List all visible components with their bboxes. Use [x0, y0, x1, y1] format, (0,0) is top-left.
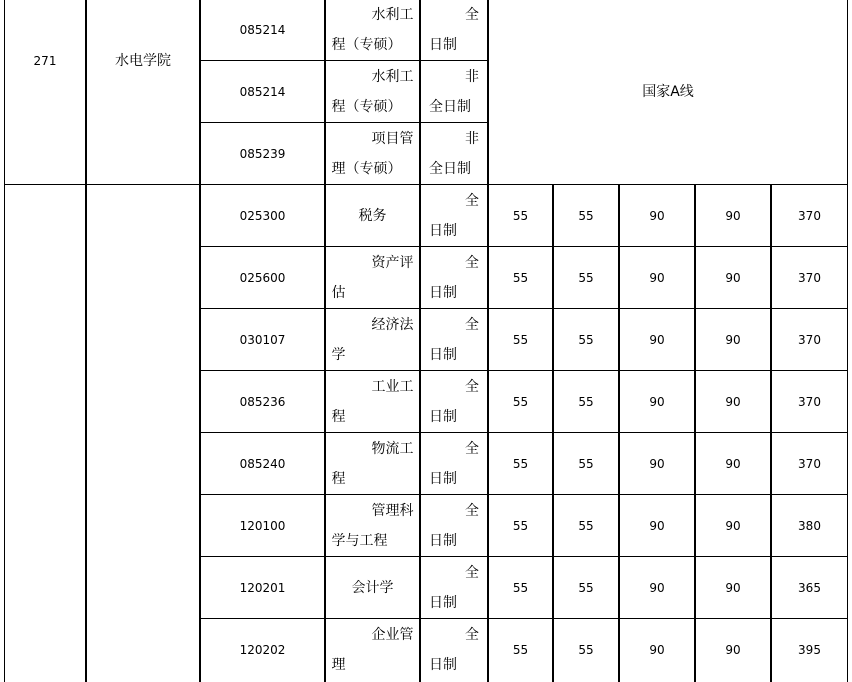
subject2-score-cell [696, 557, 770, 618]
major-cell [326, 61, 419, 122]
subject2-score-cell [696, 433, 770, 494]
seq-cell [5, 0, 85, 122]
study-mode-cell [421, 433, 487, 494]
subject2-score-cell [696, 185, 770, 246]
study-mode-line2: 日制 [429, 37, 457, 53]
major-name-line1: 项目管 [371, 130, 414, 147]
politics-score: 55 [512, 394, 529, 409]
subject1-score-cell [620, 371, 694, 432]
major-name-line1: 会计学 [351, 579, 394, 596]
major-name-cell [326, 185, 419, 246]
major-name-line2: 理（专硕） [331, 160, 402, 177]
subject2-score: 90 [725, 518, 741, 533]
college-name: 水电学院 [115, 53, 171, 69]
major-code: 120100 [239, 518, 286, 533]
foreign-language-score-cell [554, 247, 618, 308]
total-score-cell [772, 433, 847, 494]
foreign-language-score-cell [554, 557, 618, 618]
subject1-score-cell [620, 247, 694, 308]
politics-score-cell [489, 619, 552, 680]
subject1-score-cell [620, 309, 694, 370]
foreign-language-score: 55 [578, 580, 594, 595]
total-score-cell [772, 309, 847, 370]
major-name-line1: 水利工 [371, 68, 414, 85]
subject2-score-cell [696, 371, 770, 432]
subject2-score-cell [696, 495, 770, 556]
subject2-score: 90 [725, 580, 741, 595]
study-mode-line1: 全 [465, 502, 479, 519]
subject1-score-cell [620, 495, 694, 556]
politics-score: 55 [512, 208, 529, 223]
major-code-cell [201, 495, 324, 556]
study-mode-cell [421, 619, 487, 680]
subject1-score-cell [620, 433, 694, 494]
major-name-cell [326, 619, 419, 680]
major-name-cell [326, 247, 419, 308]
major-code-cell [201, 247, 324, 308]
subject1-score: 90 [649, 332, 665, 347]
study-mode-cell [421, 0, 487, 60]
total-score: 370 [798, 456, 821, 471]
total-score-cell [772, 371, 847, 432]
major-name-line2: 学 [331, 346, 346, 363]
major-name-line2: 程（专硕） [331, 98, 402, 115]
major-code: 085240 [239, 456, 286, 471]
major-code-cell [201, 185, 324, 246]
table-border-right [847, 0, 848, 682]
subject1-score: 90 [649, 518, 665, 533]
major-code: 085214 [239, 23, 286, 37]
study-mode-cell [421, 495, 487, 556]
subject1-score-cell [620, 185, 694, 246]
major-code: 120202 [239, 642, 286, 657]
study-mode-line1: 全 [465, 564, 479, 581]
foreign-language-score-cell [554, 433, 618, 494]
major-code: 025600 [239, 270, 286, 285]
study-mode-cell [421, 61, 487, 122]
major-name-cell [326, 495, 419, 556]
subject1-score-cell [620, 619, 694, 680]
major-code: 085239 [239, 146, 286, 161]
major-name-line2: 程 [331, 470, 346, 487]
college-cell [87, 0, 199, 122]
major-code: 085236 [239, 394, 286, 409]
major-name-cell [326, 557, 419, 618]
politics-score-cell [489, 247, 552, 308]
foreign-language-score: 55 [578, 208, 594, 223]
major-code: 025300 [239, 208, 286, 223]
study-mode-line2: 全日制 [429, 98, 471, 115]
total-score: 395 [798, 642, 821, 657]
major-name-line2: 程（专硕） [331, 37, 402, 53]
code-cell [201, 61, 324, 122]
subject2-score: 90 [725, 394, 741, 409]
politics-score-cell [489, 433, 552, 494]
total-score-cell [772, 619, 847, 680]
politics-score: 55 [512, 580, 529, 595]
seq-number: 271 [33, 54, 57, 68]
politics-score-cell [489, 309, 552, 370]
study-mode-line2: 日制 [429, 408, 457, 425]
total-score: 370 [798, 208, 821, 223]
study-mode-cell [421, 185, 487, 246]
study-mode-cell [421, 247, 487, 308]
study-mode-cell [421, 123, 487, 184]
major-code-cell [201, 371, 324, 432]
subject1-score: 90 [649, 394, 665, 409]
code-cell [201, 123, 324, 184]
major-name-line1: 物流工 [371, 440, 414, 457]
foreign-language-score-cell [554, 495, 618, 556]
major-name-line1: 经济法 [371, 316, 414, 333]
major-name-line2: 程 [331, 408, 346, 425]
major-name-cell [326, 433, 419, 494]
major-name-line1: 税务 [358, 207, 387, 224]
foreign-language-score: 55 [578, 518, 594, 533]
major-code: 120201 [239, 580, 286, 595]
politics-score: 55 [512, 456, 529, 471]
study-mode-line2: 日制 [429, 470, 457, 487]
total-score-cell [772, 185, 847, 246]
subject2-score-cell [696, 309, 770, 370]
study-mode-line1: 全 [465, 254, 479, 271]
subject2-score: 90 [725, 456, 741, 471]
major-code-cell [201, 557, 324, 618]
foreign-language-score: 55 [578, 394, 594, 409]
subject2-score-cell [696, 247, 770, 308]
total-score: 365 [798, 580, 821, 595]
study-mode-line1: 非 [465, 68, 479, 85]
study-mode-line1: 全 [465, 440, 479, 457]
subject1-score: 90 [649, 642, 665, 657]
foreign-language-score-cell [554, 185, 618, 246]
subject1-score-cell [620, 557, 694, 618]
study-mode-line1: 全 [465, 626, 479, 643]
major-code-cell [201, 619, 324, 680]
major-name-line1: 工业工 [371, 378, 414, 395]
politics-score: 55 [512, 332, 529, 347]
foreign-language-score-cell [554, 371, 618, 432]
major-name-cell [326, 309, 419, 370]
politics-score-cell [489, 185, 552, 246]
politics-score: 55 [512, 642, 529, 657]
major-name-line2: 学与工程 [331, 532, 388, 549]
subject1-score: 90 [649, 456, 665, 471]
subject1-score: 90 [649, 580, 665, 595]
major-code: 085214 [239, 84, 286, 99]
politics-score: 55 [512, 270, 529, 285]
study-mode-line2: 日制 [429, 532, 457, 549]
score-line-cell [489, 0, 847, 184]
subject2-score: 90 [725, 208, 741, 223]
subject1-score: 90 [649, 208, 665, 223]
major-cell [326, 0, 419, 60]
total-score-cell [772, 247, 847, 308]
foreign-language-score: 55 [578, 456, 594, 471]
foreign-language-score: 55 [578, 642, 594, 657]
total-score: 370 [798, 270, 821, 285]
major-name-line2: 估 [331, 284, 346, 301]
study-mode-line1: 全 [465, 7, 479, 23]
total-score: 380 [798, 518, 821, 533]
study-mode-line1: 全 [465, 378, 479, 395]
foreign-language-score: 55 [578, 270, 594, 285]
study-mode-line1: 非 [465, 130, 479, 147]
foreign-language-score-cell [554, 619, 618, 680]
score-line-label: 国家A线 [642, 84, 694, 100]
major-name-line1: 管理科 [371, 502, 414, 519]
politics-score-cell [489, 557, 552, 618]
politics-score: 55 [512, 518, 529, 533]
total-score: 370 [798, 332, 821, 347]
study-mode-line1: 全 [465, 316, 479, 333]
study-mode-line2: 日制 [429, 656, 457, 673]
foreign-language-score: 55 [578, 332, 594, 347]
major-code: 030107 [239, 332, 286, 347]
major-name-line1: 资产评 [371, 254, 414, 271]
study-mode-line2: 日制 [429, 594, 457, 611]
major-name-line1: 水利工 [371, 7, 414, 23]
study-mode-line2: 日制 [429, 222, 457, 239]
study-mode-cell [421, 371, 487, 432]
study-mode-line2: 日制 [429, 346, 457, 363]
total-score-cell [772, 557, 847, 618]
politics-score-cell [489, 371, 552, 432]
subject2-score: 90 [725, 642, 741, 657]
major-code-cell [201, 433, 324, 494]
foreign-language-score-cell [554, 309, 618, 370]
major-name-line1: 企业管 [371, 626, 414, 643]
study-mode-line2: 全日制 [429, 160, 471, 177]
subject2-score: 90 [725, 270, 741, 285]
politics-score-cell [489, 495, 552, 556]
study-mode-line2: 日制 [429, 284, 457, 301]
total-score-cell [772, 495, 847, 556]
study-mode-line1: 全 [465, 192, 479, 209]
major-cell [326, 123, 419, 184]
code-cell [201, 0, 324, 60]
major-name-line2: 理 [331, 656, 346, 673]
major-code-cell [201, 309, 324, 370]
subject1-score: 90 [649, 270, 665, 285]
study-mode-cell [421, 309, 487, 370]
subject2-score-cell [696, 619, 770, 680]
study-mode-cell [421, 557, 487, 618]
major-name-cell [326, 371, 419, 432]
subject2-score: 90 [725, 332, 741, 347]
total-score: 370 [798, 394, 821, 409]
